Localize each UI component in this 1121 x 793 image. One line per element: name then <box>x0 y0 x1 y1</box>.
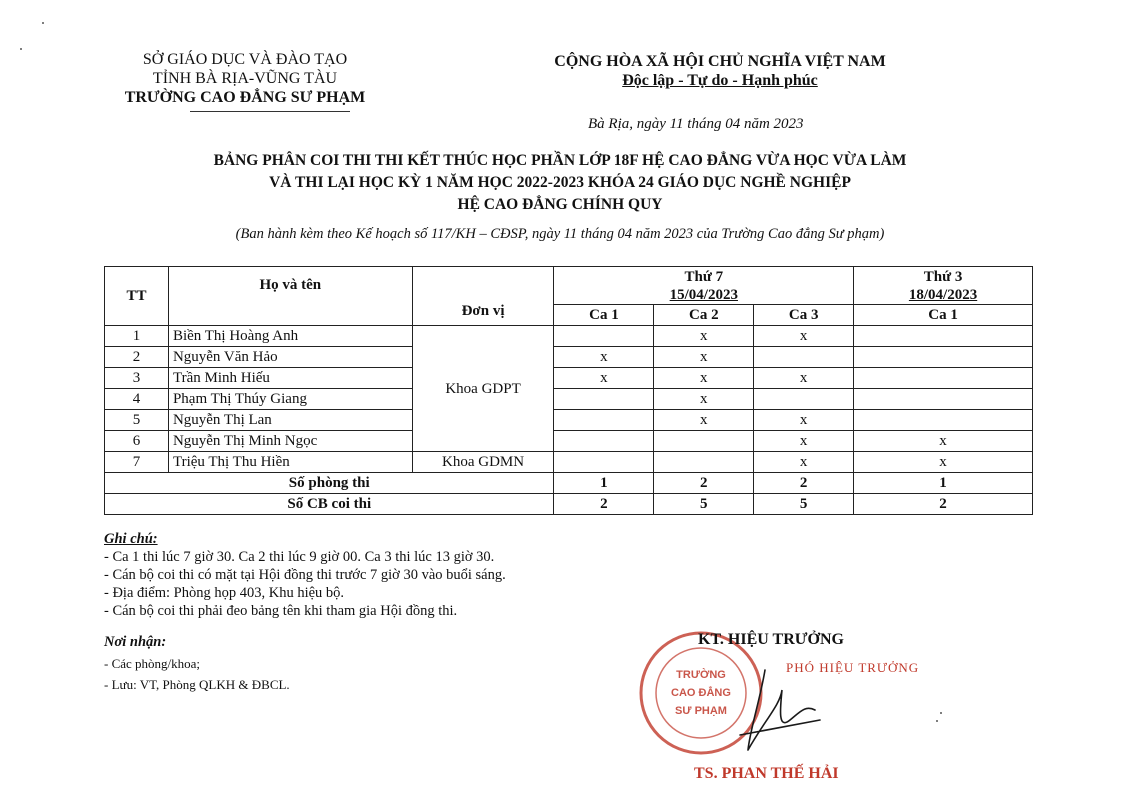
summary-label: Số CB coi thi <box>105 494 554 515</box>
cell-mark: x <box>854 452 1033 473</box>
recipients-block <box>104 632 504 695</box>
motto: Độc lập - Tự do - Hạnh phúc <box>622 72 818 89</box>
cell-mark <box>854 326 1033 347</box>
cell-mark <box>854 368 1033 389</box>
summary-value: 1 <box>854 473 1033 494</box>
row-tt: 5 <box>105 410 169 431</box>
cell-mark <box>554 431 654 452</box>
cell-mark <box>854 347 1033 368</box>
signatory-name: TS. PHAN THẾ HẢI <box>694 765 839 782</box>
cell-mark: x <box>754 368 854 389</box>
cell-mark <box>554 410 654 431</box>
seal-text-1: TRƯỜNG <box>676 669 726 681</box>
issuer-department: SỞ GIÁO DỤC VÀ ĐÀO TẠO <box>142 51 348 68</box>
summary-value: 2 <box>854 494 1033 515</box>
header-name: Họ và tên <box>168 267 412 326</box>
seal-text-3: SƯ PHẠM <box>675 705 727 717</box>
row-unit: Khoa GDMN <box>412 452 554 473</box>
issuer-school: TRƯỜNG CAO ĐẲNG SƯ PHẠM <box>124 89 366 106</box>
table-header-row <box>105 267 1033 305</box>
national-header <box>530 52 910 90</box>
row-tt: 2 <box>105 347 169 368</box>
scan-speck <box>20 48 22 50</box>
summary-value: 5 <box>654 494 754 515</box>
issuer-underline <box>190 111 350 112</box>
notes-block <box>104 530 804 620</box>
row-name: Nguyễn Thị Minh Ngọc <box>168 431 412 452</box>
row-name: Nguyễn Thị Lan <box>168 410 412 431</box>
row-unit: Khoa GDPT <box>412 326 554 452</box>
table-row <box>105 389 1033 410</box>
cell-mark: x <box>654 410 754 431</box>
country-name: CỘNG HÒA XÃ HỘI CHỦ NGHĨA VIỆT NAM <box>554 53 886 70</box>
cell-mark <box>754 389 854 410</box>
header-day-2 <box>854 267 1033 305</box>
summary-value: 2 <box>754 473 854 494</box>
cell-mark: x <box>754 326 854 347</box>
summary-label: Số phòng thi <box>105 473 554 494</box>
scan-speck <box>936 720 938 722</box>
cell-mark: x <box>754 452 854 473</box>
handwritten-signature <box>720 650 840 760</box>
header-unit: Đơn vị <box>412 267 554 326</box>
summary-value: 5 <box>754 494 854 515</box>
row-tt: 1 <box>105 326 169 347</box>
table-row <box>105 410 1033 431</box>
summary-value: 1 <box>554 473 654 494</box>
summary-value: 2 <box>554 494 654 515</box>
signatory-position: PHÓ HIỆU TRƯỞNG <box>786 660 920 675</box>
cell-mark: x <box>654 326 754 347</box>
day-2-label: Thứ 3 <box>923 269 963 285</box>
shift-d1-c1: Ca 1 <box>554 305 654 326</box>
seal-text-2: CAO ĐẲNG <box>671 687 731 699</box>
cell-mark: x <box>654 347 754 368</box>
row-tt: 3 <box>105 368 169 389</box>
cell-mark <box>854 389 1033 410</box>
document-title <box>90 150 1030 216</box>
scan-speck <box>940 712 942 714</box>
cell-mark: x <box>654 389 754 410</box>
recipient-item: - Các phòng/khoa; <box>104 656 201 671</box>
cell-mark <box>754 347 854 368</box>
title-line-1: BẢNG PHÂN COI THI THI KẾT THÚC HỌC PHẦN LỚP 18F HỆ CAO ĐẲNG VỪA HỌC VỪA LÀM <box>213 152 907 169</box>
scan-speck <box>42 22 44 24</box>
recipients-heading: Nơi nhận: <box>104 634 167 650</box>
notes-heading: Ghi chú: <box>104 531 158 547</box>
cell-mark <box>854 410 1033 431</box>
shift-d2-c1: Ca 1 <box>854 305 1033 326</box>
header-tt: TT <box>105 267 169 326</box>
table-row <box>105 347 1033 368</box>
table-row <box>105 452 1033 473</box>
issuer-block <box>100 50 390 107</box>
row-name: Biền Thị Hoàng Anh <box>168 326 412 347</box>
cell-mark: x <box>554 368 654 389</box>
day-1-label: Thứ 7 <box>684 269 724 285</box>
row-tt: 6 <box>105 431 169 452</box>
title-line-2: VÀ THI LẠI HỌC KỲ 1 NĂM HỌC 2022-2023 KHÓA 24 GIÁO DỤC NGHỀ NGHIỆP <box>269 174 851 191</box>
note-item: - Ca 1 thi lúc 7 giờ 30. Ca 2 thi lúc 9 giờ 00. Ca 3 thi lúc 13 giờ 30. <box>104 549 495 565</box>
row-name: Phạm Thị Thúy Giang <box>168 389 412 410</box>
row-name: Triệu Thị Thu Hiền <box>168 452 412 473</box>
summary-row <box>105 473 1033 494</box>
table-row <box>105 431 1033 452</box>
signatory-title: KT. HIỆU TRƯỞNG <box>698 631 844 648</box>
note-item: - Địa điểm: Phòng họp 403, Khu hiệu bộ. <box>104 585 345 601</box>
recipient-item: - Lưu: VT, Phòng QLKH & ĐBCL. <box>104 677 290 692</box>
row-name: Trần Minh Hiếu <box>168 368 412 389</box>
cell-mark: x <box>654 368 754 389</box>
title-line-3: HỆ CAO ĐẲNG CHÍNH QUY <box>457 196 663 213</box>
date-line: Bà Rịa, ngày 11 tháng 04 năm 2023 <box>588 116 804 132</box>
cell-mark: x <box>854 431 1033 452</box>
day-2-date: 18/04/2023 <box>908 287 978 303</box>
note-item: - Cán bộ coi thi phải đeo bảng tên khi tham gia Hội đồng thi. <box>104 603 458 619</box>
cell-mark <box>654 452 754 473</box>
note-item: - Cán bộ coi thi có mặt tại Hội đồng thi trước 7 giờ 30 vào buổi sáng. <box>104 567 506 583</box>
document-subtitle: (Ban hành kèm theo Kế hoạch số 117/KH – CĐSP, ngày 11 tháng 04 năm 2023 của Trường Cao đẳng Sư phạm) <box>235 226 885 242</box>
cell-mark: x <box>754 410 854 431</box>
cell-mark: x <box>754 431 854 452</box>
issuer-province: TỈNH BÀ RỊA-VŨNG TÀU <box>152 70 338 87</box>
row-tt: 7 <box>105 452 169 473</box>
row-name: Nguyễn Văn Hảo <box>168 347 412 368</box>
row-tt: 4 <box>105 389 169 410</box>
day-1-date: 15/04/2023 <box>669 287 738 303</box>
summary-value: 2 <box>654 473 754 494</box>
header-day-1 <box>554 267 854 305</box>
cell-mark: x <box>554 347 654 368</box>
proctor-schedule-table <box>104 266 1033 515</box>
shift-d1-c3: Ca 3 <box>754 305 854 326</box>
cell-mark <box>554 389 654 410</box>
table-row <box>105 368 1033 389</box>
cell-mark <box>654 431 754 452</box>
summary-row <box>105 494 1033 515</box>
table-row <box>105 326 1033 347</box>
shift-d1-c2: Ca 2 <box>654 305 754 326</box>
cell-mark <box>554 452 654 473</box>
cell-mark <box>554 326 654 347</box>
